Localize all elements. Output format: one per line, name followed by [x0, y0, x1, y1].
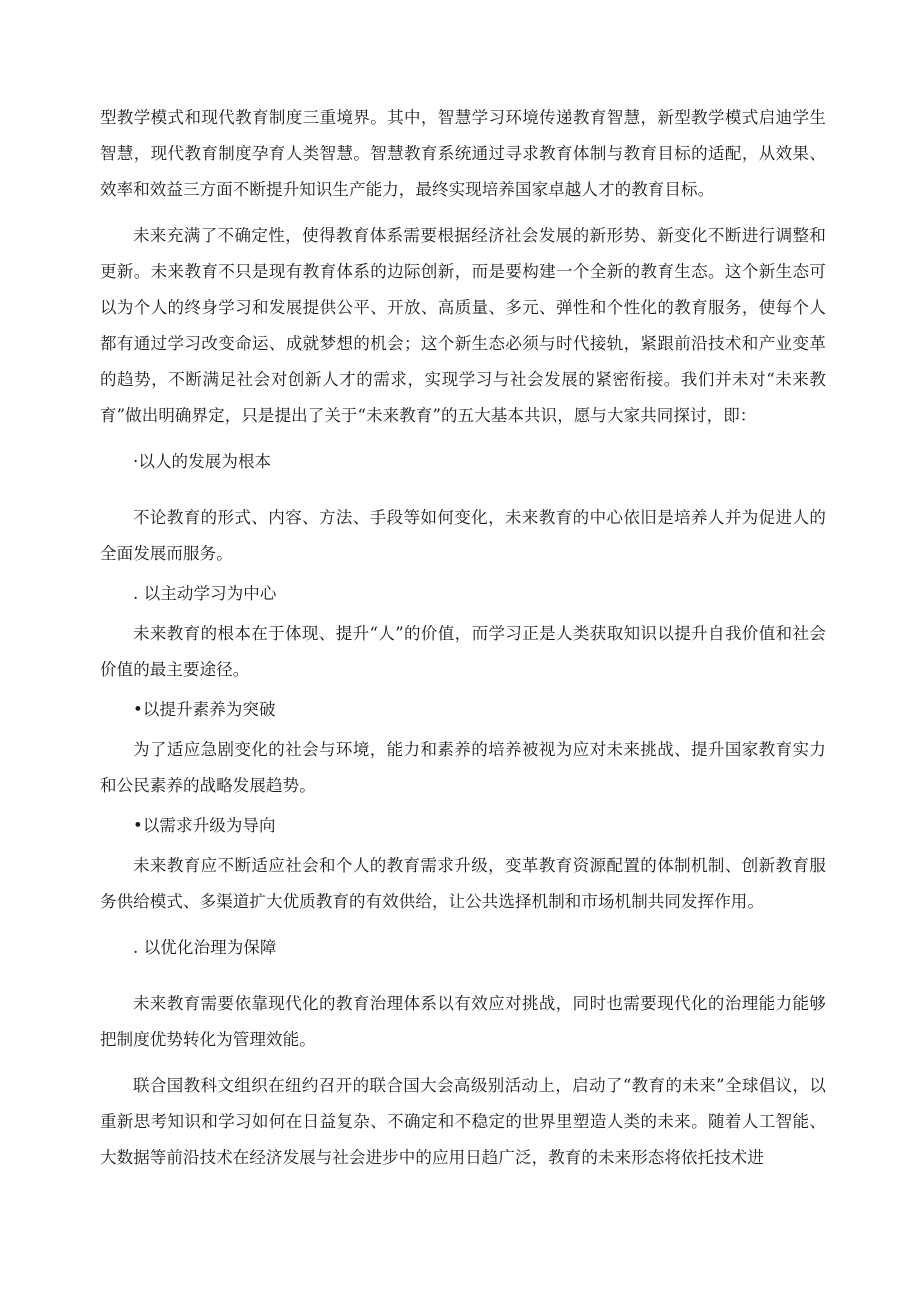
- heading-governance: . 以优化治理为保障: [133, 938, 277, 957]
- paragraph-literacy: 为了适应急剧变化的社会与环境，能力和素养的培养被视为应对未来挑战、提升国家教育实力和公民素养的战略发展趋势。: [100, 740, 826, 795]
- paragraph-unesco: 联合国教科文组织在纽约召开的联合国大会高级别活动上，启动了“教育的未来”全球倡议，以重新思考知识和学习如何在日益复杂、不确定和不稳定的世界里塑造人类的未来。随着人工智能、大数据等前沿技术在经济发展与社会进步中的应用日趋广泛，教育的未来形态将依托技术进: [100, 1076, 826, 1167]
- paragraph-active-learning: 未来教育的根本在于体现、提升“人”的价值，而学习正是人类获取知识以提升自我价值和社会价值的最主要途径。: [100, 624, 826, 679]
- document-body: [100, 100, 826, 1176]
- paragraph-governance: 未来教育需要依靠现代化的教育治理体系以有效应对挑战，同时也需要现代化的治理能力能够把制度优势转化为管理效能。: [100, 994, 826, 1049]
- paragraph-demand-upgrade: 未来教育应不断适应社会和个人的教育需求升级，变革教育资源配置的体制机制、创新教育服务供给模式、多渠道扩大优质教育的有效供给，让公共选择机制和市场机制共同发挥作用。: [100, 856, 826, 911]
- heading-active-learning: . 以主动学习为中心: [133, 584, 277, 603]
- heading-human-development: ·以人的发展为根本: [133, 452, 272, 471]
- heading-demand-upgrade: •以需求升级为导向: [133, 816, 276, 835]
- paragraph-human-development: 不论教育的形式、内容、方法、手段等如何变化，未来教育的中心依旧是培养人并为促进人的全面发展而服务。: [100, 508, 826, 563]
- heading-literacy: •以提升素养为突破: [133, 700, 276, 719]
- paragraph-future-education: 未来充满了不确定性，使得教育体系需要根据经济社会发展的新形势、新变化不断进行调整和更新。未来教育不只是现有教育体系的边际创新，而是要构建一个全新的教育生态。这个新生态可以为个人的终身学习和发展提供公平、开放、高质量、多元、弹性和个性化的教育服务，使每个人都有通过学习改变命运、成就梦想的机会；这个新生态必须与时代接轨，紧跟前沿技术和产业变革的趋势，不断满足社会对创新人才的需求，实现学习与社会发展的紧密衔接。我们并未对“未来教育”做出明确界定，只是提出了关于“未来教育”的五大基本共识，愿与大家共同探讨，即：: [100, 226, 826, 425]
- paragraph-continuation: 型教学模式和现代教育制度三重境界。其中，智慧学习环境传递教育智慧，新型教学模式启迪学生智慧，现代教育制度孕育人类智慧。智慧教育系统通过寻求教育体制与教育目标的适配，从效果、效率和效益三方面不断提升知识生产能力，最终实现培养国家卓越人才的教育目标。: [100, 108, 826, 199]
